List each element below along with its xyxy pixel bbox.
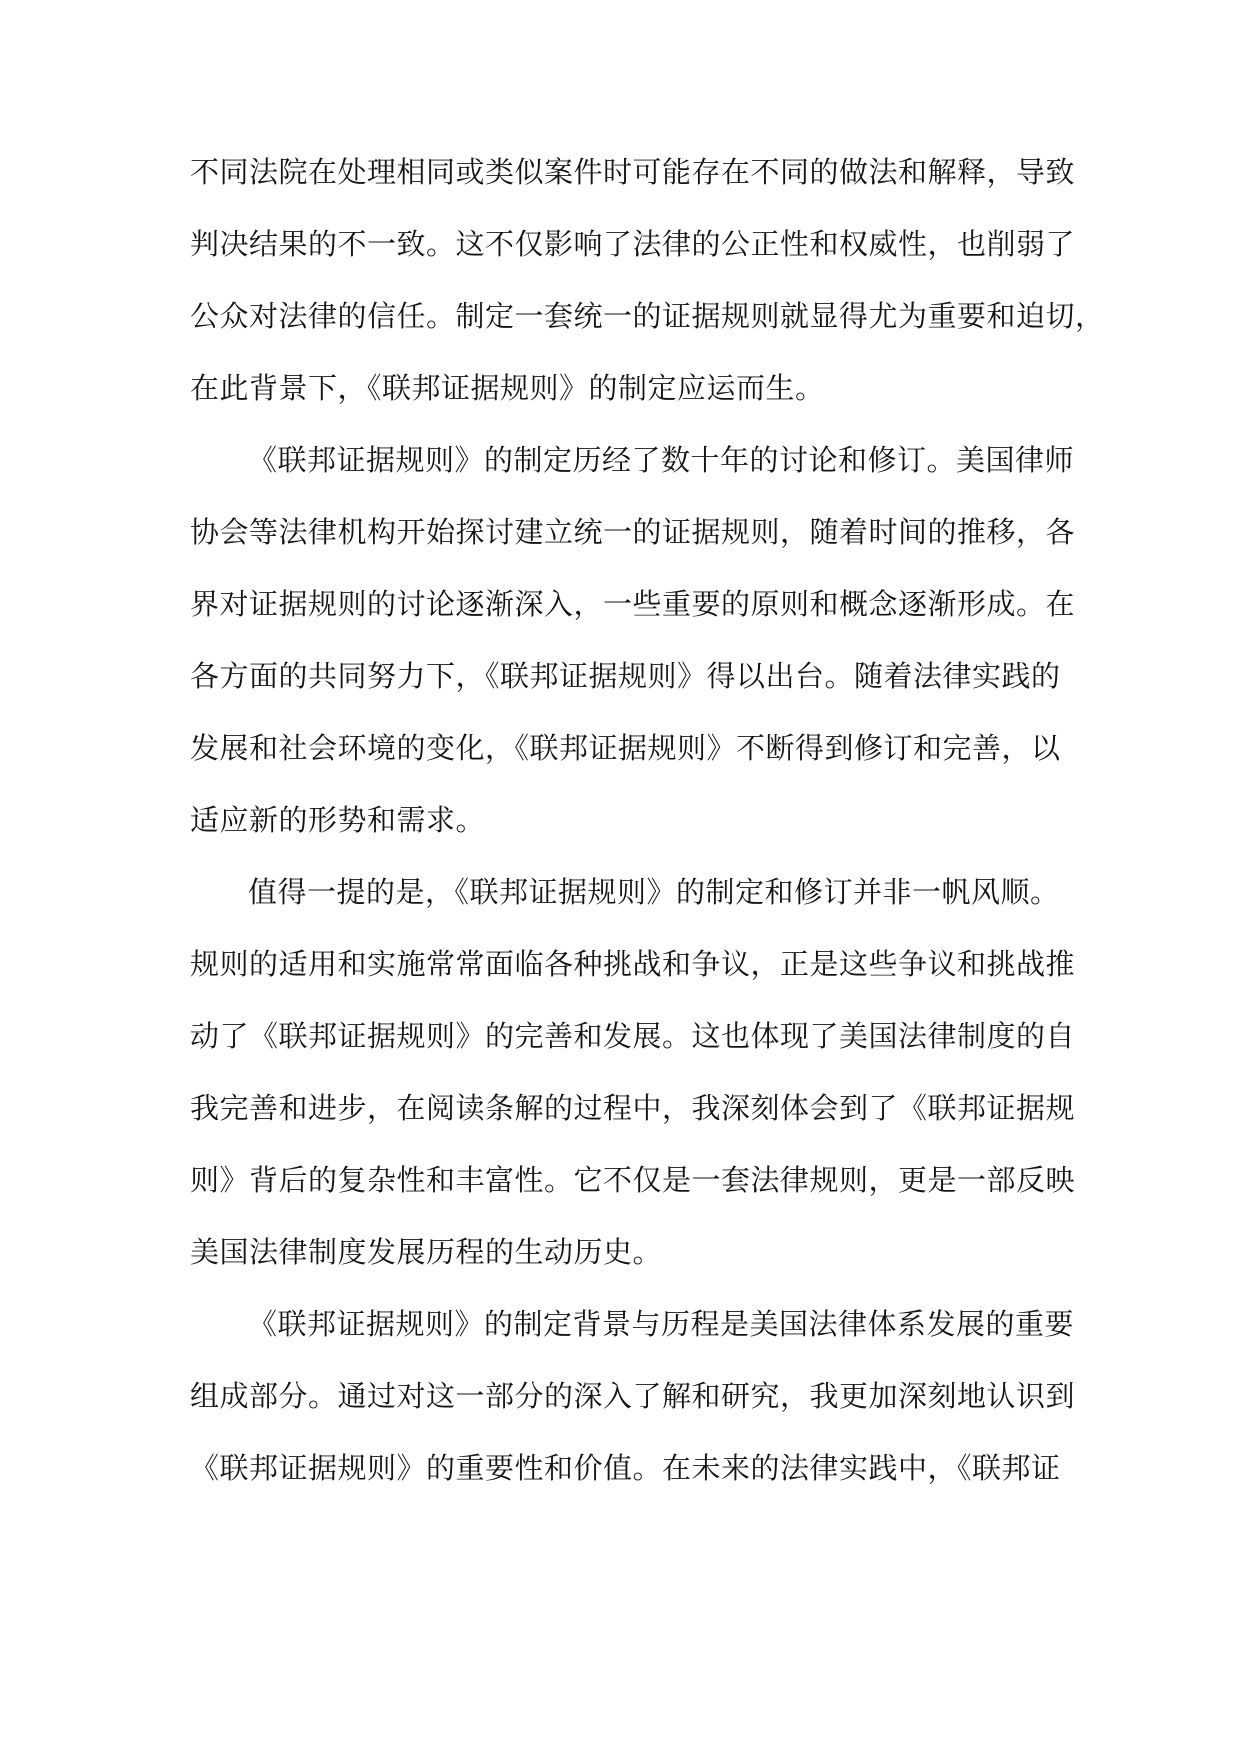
text-line: 组成部分。通过对这一部分的深入了解和研究，我更加深刻地认识到 xyxy=(190,1379,1076,1413)
paragraph-4 xyxy=(190,1294,1076,1510)
text-line-first: 《联邦证据规则》的制定历经了数十年的讨论和修订。美国律师 xyxy=(248,443,1075,477)
text-line: 动了《联邦证据规则》的完善和发展。这也体现了美国法律制度的自 xyxy=(190,1019,1076,1053)
text-line: 在此背景下，《联邦证据规则》的制定应运而生。 xyxy=(190,371,825,405)
text-line-first: 值得一提的是，《联邦证据规则》的制定和修订并非一帆风顺。 xyxy=(248,875,1060,909)
text-line: 协会等法律机构开始探讨建立统一的证据规则，随着时间的推移，各 xyxy=(190,515,1076,549)
text-line-first: 《联邦证据规则》的制定背景与历程是美国法律体系发展的重要 xyxy=(248,1307,1075,1341)
body-text xyxy=(190,142,1105,1510)
paragraph-2 xyxy=(190,430,1076,862)
paragraph-1 xyxy=(190,142,1105,430)
text-line: 美国法律制度发展历程的生动历史。 xyxy=(190,1235,663,1269)
text-line: 不同法院在处理相同或类似案件时可能存在不同的做法和解释，导致 xyxy=(190,155,1076,189)
text-line: 我完善和进步，在阅读条解的过程中，我深刻体会到了《联邦证据规 xyxy=(190,1091,1076,1125)
paragraph-3 xyxy=(190,862,1076,1294)
text-line: 公众对法律的信任。制定一套统一的证据规则就显得尤为重要和迫切， xyxy=(190,299,1105,333)
text-line: 适应新的形势和需求。 xyxy=(190,803,486,837)
text-line: 《联邦证据规则》的重要性和价值。在未来的法律实践中，《联邦证 xyxy=(190,1451,1061,1485)
text-line: 规则的适用和实施常常面临各种挑战和争议，正是这些争议和挑战推 xyxy=(190,947,1076,981)
text-line: 判决结果的不一致。这不仅影响了法律的公正性和权威性，也削弱了 xyxy=(190,227,1076,261)
text-line: 界对证据规则的讨论逐渐深入，一些重要的原则和概念逐渐形成。在 xyxy=(190,587,1076,621)
text-line: 各方面的共同努力下，《联邦证据规则》得以出台。随着法律实践的 xyxy=(190,659,1061,693)
text-line: 发展和社会环境的变化，《联邦证据规则》不断得到修订和完善，以 xyxy=(190,731,1061,765)
text-line: 则》背后的复杂性和丰富性。它不仅是一套法律规则，更是一部反映 xyxy=(190,1163,1076,1197)
